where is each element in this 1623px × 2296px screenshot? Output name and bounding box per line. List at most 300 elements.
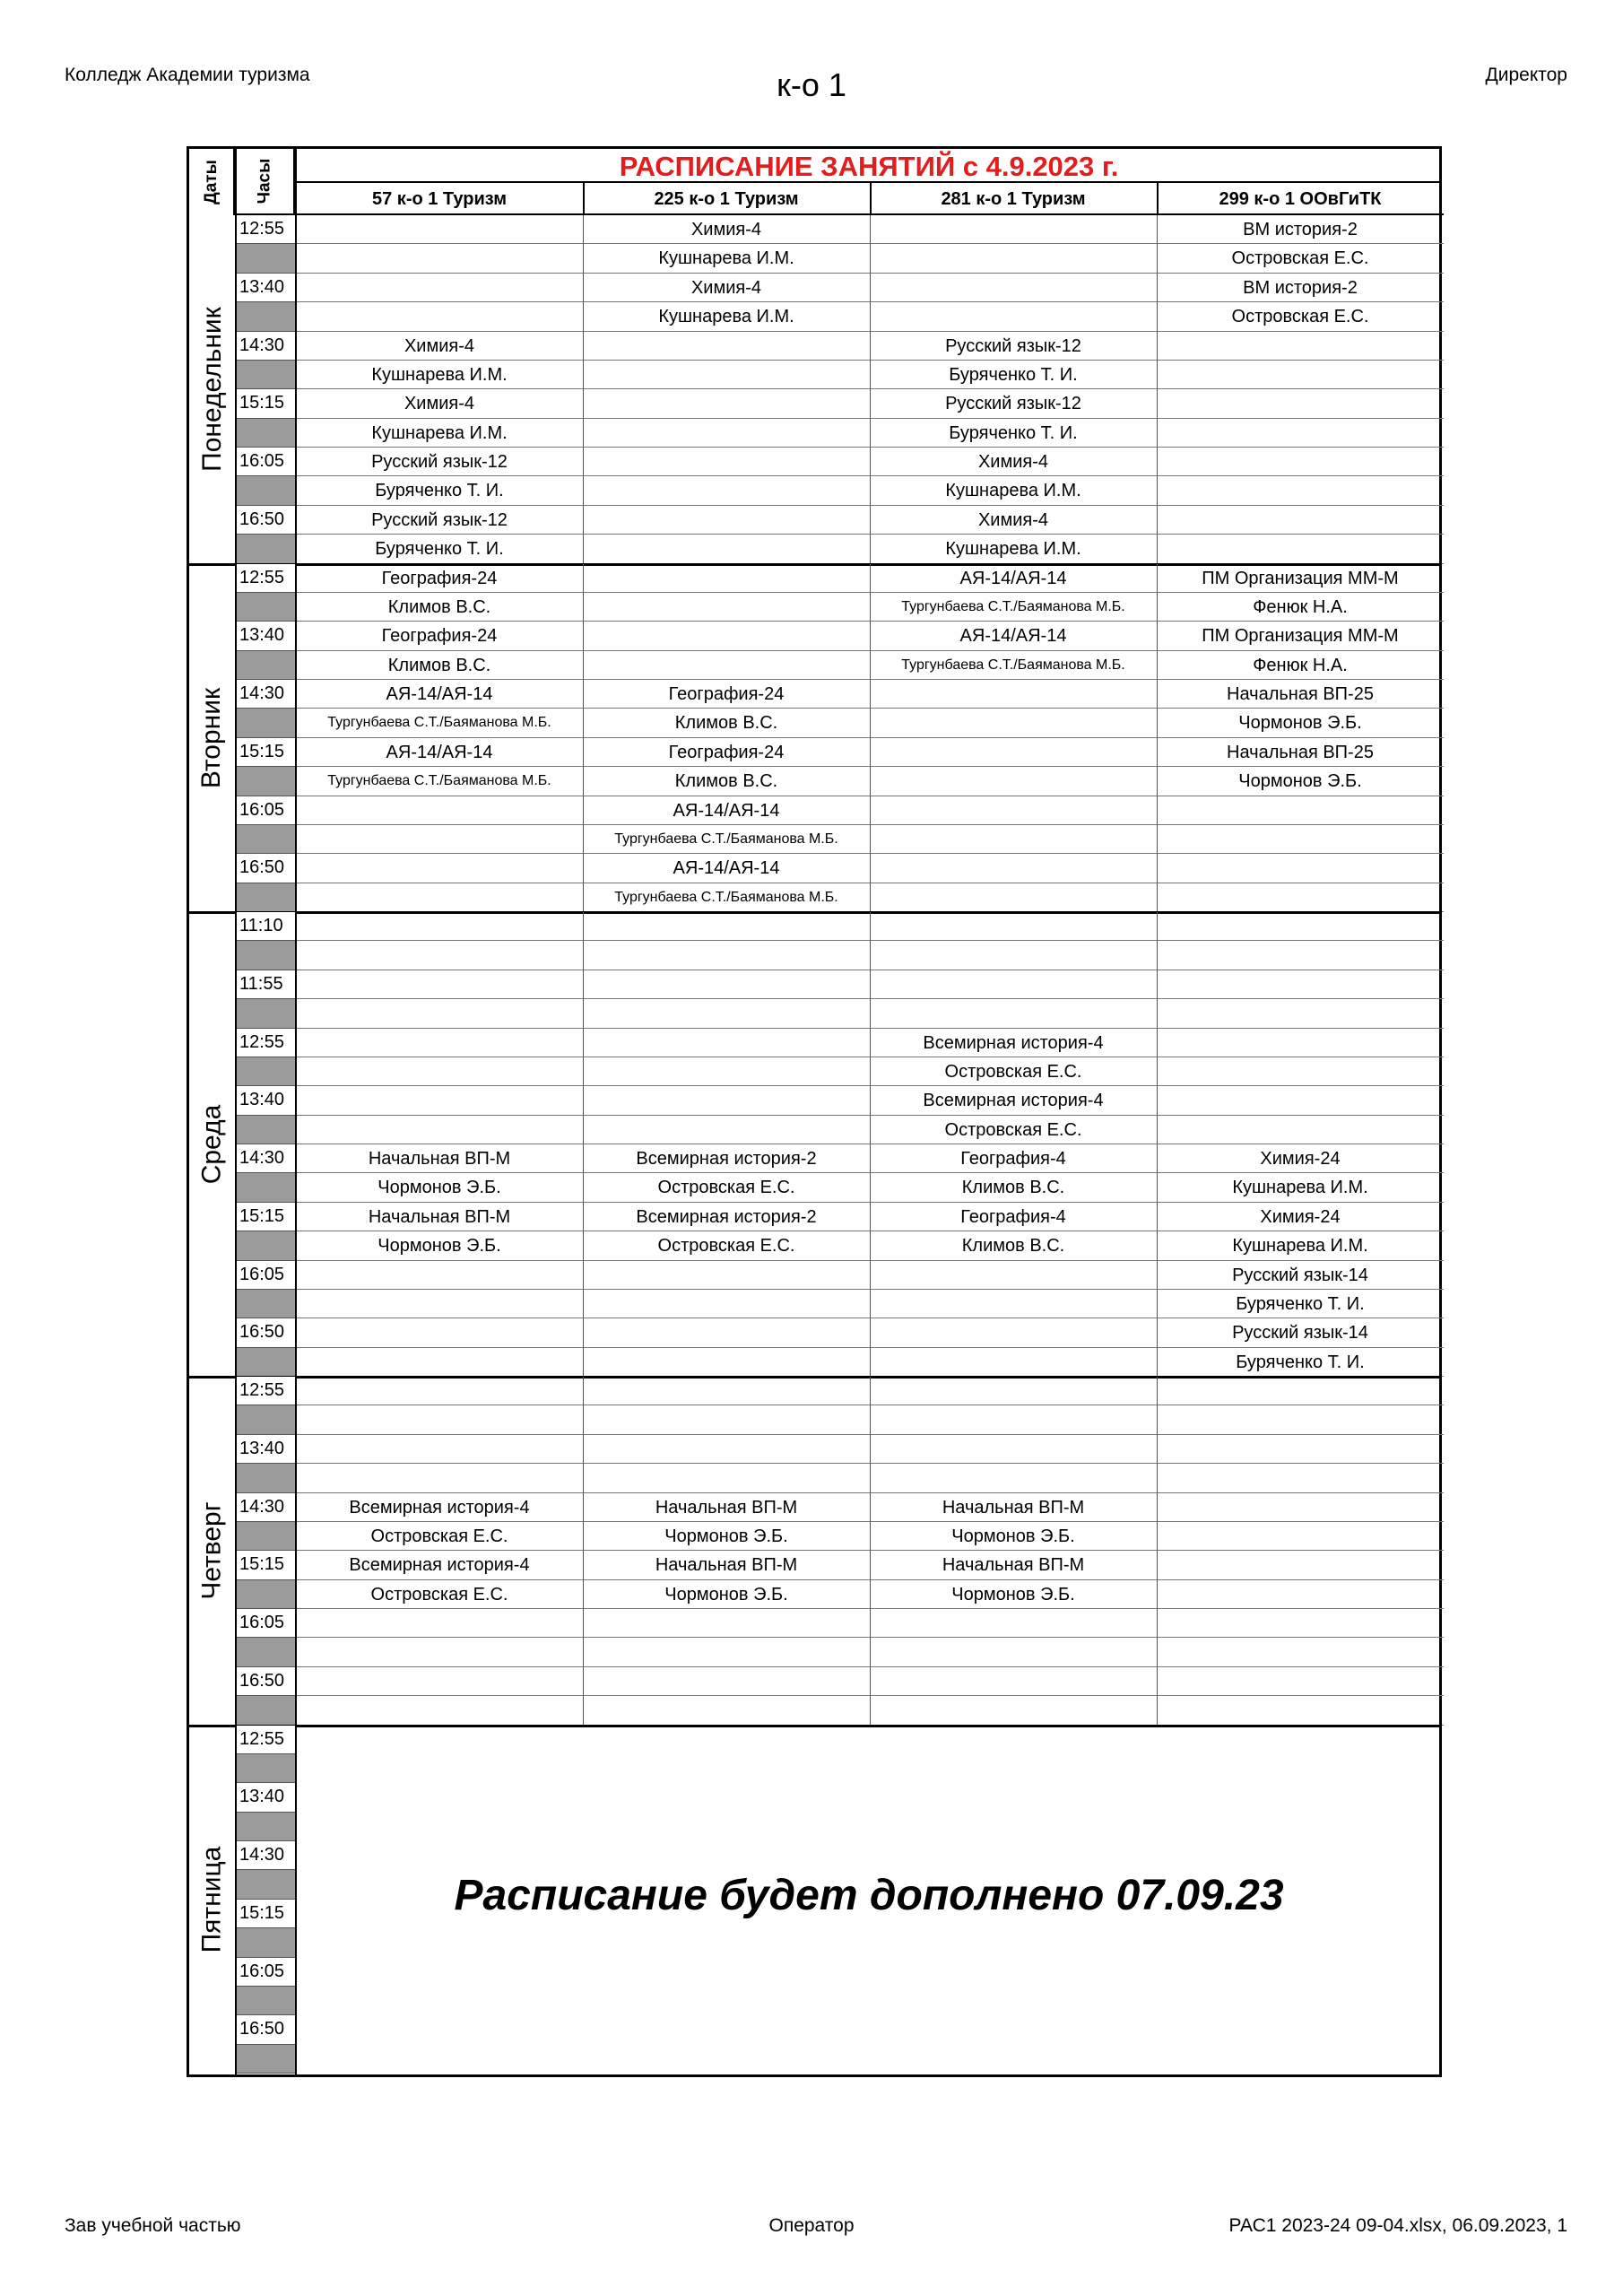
lesson-teacher: Островская Е.С. <box>1157 302 1444 331</box>
header-divider <box>1157 183 1159 215</box>
lesson-subject <box>583 564 870 593</box>
time-cell-blank <box>236 535 295 563</box>
lesson-teacher <box>296 1405 583 1434</box>
lesson-teacher <box>296 941 583 970</box>
lesson-subject <box>583 912 870 941</box>
lesson-teacher <box>583 1116 870 1144</box>
lesson-teacher <box>870 767 1157 796</box>
lesson-teacher <box>296 1290 583 1318</box>
lesson-teacher <box>870 1290 1157 1318</box>
time-cell-blank <box>236 1813 295 1841</box>
lesson-subject: ПМ Организация ММ-М <box>1157 622 1444 650</box>
lesson-subject: АЯ-14/АЯ-14 <box>296 680 583 709</box>
lesson-subject <box>870 1667 1157 1696</box>
lesson-teacher: Фенюк Н.А. <box>1157 651 1444 680</box>
lesson-subject: ВМ история-2 <box>1157 215 1444 244</box>
time-cell: 13:40 <box>236 1086 295 1115</box>
lesson-subject <box>583 332 870 361</box>
lesson-teacher: Буряченко Т. И. <box>296 476 583 505</box>
column-divider <box>583 215 584 564</box>
column-divider <box>870 1377 871 1726</box>
group-header: 57 к-о 1 Туризм <box>296 183 583 215</box>
time-cell-blank <box>236 1928 295 1957</box>
lesson-teacher <box>1157 999 1444 1028</box>
lesson-teacher: Кушнарева И.М. <box>296 361 583 389</box>
lesson-subject <box>583 448 870 476</box>
lesson-subject: Всемирная история-4 <box>870 1086 1157 1115</box>
lesson-teacher <box>1157 1522 1444 1551</box>
lesson-teacher: Климов В.С. <box>583 709 870 737</box>
time-cell: 13:40 <box>236 622 295 650</box>
column-divider <box>1157 564 1158 913</box>
lesson-subject: Химия-4 <box>583 274 870 302</box>
lesson-teacher <box>583 476 870 505</box>
lesson-subject: Химия-4 <box>870 506 1157 535</box>
lesson-teacher <box>296 999 583 1028</box>
lesson-teacher: Климов В.С. <box>870 1231 1157 1260</box>
lesson-subject: Химия-4 <box>870 448 1157 476</box>
lesson-subject: Русский язык-14 <box>1157 1318 1444 1347</box>
time-cell: 16:50 <box>236 1667 295 1696</box>
lesson-teacher: Климов В.С. <box>583 767 870 796</box>
lesson-subject <box>296 274 583 302</box>
time-cell-blank <box>236 1464 295 1492</box>
time-cell: 11:10 <box>236 912 295 941</box>
lesson-subject: Русский язык-12 <box>296 506 583 535</box>
time-cell: 16:50 <box>236 1318 295 1347</box>
lesson-subject <box>870 1377 1157 1405</box>
frame-divider <box>295 149 297 2074</box>
lesson-teacher <box>870 883 1157 912</box>
lesson-teacher <box>583 941 870 970</box>
lesson-subject <box>1157 796 1444 825</box>
lesson-subject <box>296 1086 583 1115</box>
lesson-teacher <box>583 1057 870 1086</box>
lesson-subject <box>296 1318 583 1347</box>
lesson-subject: Начальная ВП-25 <box>1157 738 1444 767</box>
lesson-teacher: Островская Е.С. <box>870 1057 1157 1086</box>
time-cell-blank <box>236 419 295 448</box>
day-divider <box>236 1725 1442 1727</box>
lesson-teacher <box>1157 419 1444 448</box>
time-cell-blank <box>236 1116 295 1144</box>
lesson-subject: Химия-4 <box>583 215 870 244</box>
frame-divider <box>235 149 237 2074</box>
lesson-teacher <box>583 1405 870 1434</box>
lesson-teacher: Островская Е.С. <box>296 1580 583 1609</box>
lesson-subject <box>870 680 1157 709</box>
lesson-subject <box>296 1029 583 1057</box>
lesson-subject <box>1157 1029 1444 1057</box>
lesson-teacher: Климов В.С. <box>296 593 583 622</box>
time-cell: 13:40 <box>236 274 295 302</box>
lesson-subject: Всемирная история-2 <box>583 1203 870 1231</box>
lesson-subject <box>296 215 583 244</box>
lesson-teacher: Буряченко Т. И. <box>870 361 1157 389</box>
time-cell-blank <box>236 883 295 912</box>
lesson-subject: Русский язык-12 <box>870 389 1157 418</box>
lesson-subject: Начальная ВП-М <box>296 1144 583 1173</box>
lesson-subject: Начальная ВП-М <box>870 1551 1157 1579</box>
time-cell: 12:55 <box>236 1377 295 1405</box>
lesson-subject <box>870 274 1157 302</box>
lesson-subject: ВМ история-2 <box>1157 274 1444 302</box>
lesson-subject <box>870 1261 1157 1290</box>
column-divider <box>870 215 871 564</box>
lesson-teacher: Чормонов Э.Б. <box>296 1173 583 1202</box>
lesson-subject <box>1157 1377 1444 1405</box>
lesson-teacher: Кушнарева И.М. <box>870 535 1157 563</box>
time-cell-blank <box>236 999 295 1028</box>
class-code: к-о 1 <box>777 66 846 103</box>
time-cell-blank <box>236 1173 295 1202</box>
group-header: 281 к-о 1 Туризм <box>870 183 1157 215</box>
lesson-teacher <box>583 1290 870 1318</box>
column-divider <box>1157 215 1158 564</box>
lesson-teacher <box>870 941 1157 970</box>
lesson-subject <box>583 1318 870 1347</box>
lesson-subject <box>1157 1667 1444 1696</box>
director-label: Директор <box>1485 65 1567 85</box>
column-divider <box>870 912 871 1377</box>
lesson-subject <box>1157 1609 1444 1638</box>
lesson-teacher <box>296 302 583 331</box>
head-of-studies-label: Зав учебной частью <box>65 2215 241 2236</box>
time-cell-blank <box>236 1638 295 1666</box>
lesson-teacher: Тургунбаева С.Т./Баяманова М.Б. <box>583 883 870 912</box>
time-cell: 15:15 <box>236 1900 295 1928</box>
lesson-teacher: Тургунбаева С.Т./Баяманова М.Б. <box>870 651 1157 680</box>
lesson-teacher <box>296 1348 583 1377</box>
lesson-teacher <box>1157 1696 1444 1725</box>
time-cell-blank <box>236 1580 295 1609</box>
lesson-teacher <box>296 1464 583 1492</box>
lesson-subject <box>1157 854 1444 883</box>
lesson-teacher <box>296 1116 583 1144</box>
time-cell: 12:55 <box>236 1726 295 1754</box>
lesson-subject <box>583 389 870 418</box>
lesson-teacher: Чормонов Э.Б. <box>870 1580 1157 1609</box>
lesson-teacher <box>1157 361 1444 389</box>
lesson-teacher <box>1157 1405 1444 1434</box>
lesson-subject: География-4 <box>870 1203 1157 1231</box>
lesson-teacher <box>1157 883 1444 912</box>
column-divider <box>1157 912 1158 1377</box>
time-cell: 15:15 <box>236 1551 295 1579</box>
lesson-subject <box>583 1261 870 1290</box>
lesson-subject <box>1157 1086 1444 1115</box>
lesson-subject <box>870 1609 1157 1638</box>
time-cell-blank <box>236 302 295 331</box>
lesson-teacher: Островская Е.С. <box>870 1116 1157 1144</box>
lesson-subject: Начальная ВП-М <box>583 1551 870 1579</box>
time-cell: 12:55 <box>236 215 295 244</box>
lesson-teacher: Тургунбаева С.Т./Баяманова М.Б. <box>296 767 583 796</box>
lesson-teacher: Кушнарева И.М. <box>296 419 583 448</box>
lesson-teacher <box>870 1464 1157 1492</box>
lesson-subject: Русский язык-12 <box>296 448 583 476</box>
lesson-teacher <box>296 244 583 273</box>
lesson-subject <box>870 738 1157 767</box>
time-cell-blank <box>236 1754 295 1783</box>
group-header: 299 к-о 1 ООвГиТК <box>1157 183 1444 215</box>
lesson-subject: АЯ-14/АЯ-14 <box>870 564 1157 593</box>
lesson-subject <box>296 796 583 825</box>
lesson-subject: География-24 <box>296 564 583 593</box>
lesson-subject <box>583 1086 870 1115</box>
lesson-teacher <box>870 999 1157 1028</box>
lesson-subject <box>870 854 1157 883</box>
time-cell: 14:30 <box>236 1144 295 1173</box>
time-cell: 16:50 <box>236 506 295 535</box>
hours-header: Часы <box>236 149 295 215</box>
lesson-teacher <box>583 1696 870 1725</box>
lesson-teacher: Фенюк Н.А. <box>1157 593 1444 622</box>
header-divider <box>583 183 585 215</box>
column-divider <box>583 912 584 1377</box>
lesson-teacher <box>296 883 583 912</box>
college-name: Колледж Академии туризма <box>65 65 310 85</box>
lesson-teacher <box>296 1638 583 1666</box>
time-cell-blank <box>236 1057 295 1086</box>
lesson-subject <box>870 970 1157 999</box>
lesson-subject <box>296 1435 583 1464</box>
lesson-subject <box>1157 506 1444 535</box>
lesson-subject: Начальная ВП-М <box>583 1493 870 1522</box>
lesson-teacher <box>583 999 870 1028</box>
lesson-subject: География-4 <box>870 1144 1157 1173</box>
time-cell-blank <box>236 651 295 680</box>
time-cell: 16:05 <box>236 1261 295 1290</box>
time-cell: 16:05 <box>236 448 295 476</box>
time-cell-blank <box>236 476 295 505</box>
time-cell: 15:15 <box>236 738 295 767</box>
header-divider <box>870 183 872 215</box>
time-cell: 13:40 <box>236 1783 295 1812</box>
lesson-teacher <box>870 244 1157 273</box>
lesson-subject <box>583 1667 870 1696</box>
column-divider <box>583 1377 584 1726</box>
time-cell-blank <box>236 709 295 737</box>
lesson-teacher <box>583 361 870 389</box>
time-cell: 16:05 <box>236 796 295 825</box>
time-cell: 11:55 <box>236 970 295 999</box>
lesson-teacher: Буряченко Т. И. <box>296 535 583 563</box>
lesson-teacher: Чормонов Э.Б. <box>296 1231 583 1260</box>
time-cell: 14:30 <box>236 680 295 709</box>
lesson-subject: География-24 <box>583 738 870 767</box>
lesson-subject: Начальная ВП-М <box>870 1493 1157 1522</box>
lesson-teacher: Чормонов Э.Б. <box>583 1522 870 1551</box>
lesson-teacher <box>296 1057 583 1086</box>
lesson-teacher <box>1157 1638 1444 1666</box>
lesson-subject: Всемирная история-2 <box>583 1144 870 1173</box>
lesson-subject: ПМ Организация ММ-М <box>1157 564 1444 593</box>
lesson-teacher <box>1157 535 1444 563</box>
lesson-teacher: Буряченко Т. И. <box>870 419 1157 448</box>
time-cell-blank <box>236 1870 295 1899</box>
lesson-subject: АЯ-14/АЯ-14 <box>583 854 870 883</box>
lesson-teacher <box>1157 825 1444 854</box>
file-info: РАС1 2023-24 09-04.xlsx, 06.09.2023, 1 <box>1228 2215 1567 2236</box>
lesson-subject: Всемирная история-4 <box>296 1493 583 1522</box>
day-label: Понедельник <box>196 307 227 473</box>
time-cell-blank <box>236 1696 295 1725</box>
group-header: 225 к-о 1 Туризм <box>583 183 870 215</box>
dates-header: Даты <box>189 149 235 215</box>
lesson-teacher: Тургунбаева С.Т./Баяманова М.Б. <box>296 709 583 737</box>
lesson-subject: География-24 <box>583 680 870 709</box>
lesson-subject <box>1157 389 1444 418</box>
column-divider <box>870 564 871 913</box>
lesson-subject: Всемирная история-4 <box>296 1551 583 1579</box>
operator-label: Оператор <box>768 2215 855 2236</box>
lesson-teacher <box>870 1696 1157 1725</box>
lesson-teacher: Кушнарева И.М. <box>1157 1231 1444 1260</box>
lesson-teacher <box>583 535 870 563</box>
time-cell: 16:50 <box>236 854 295 883</box>
lesson-subject <box>870 215 1157 244</box>
day-label: Пятница <box>196 1846 227 1953</box>
lesson-subject: Химия-24 <box>1157 1144 1444 1173</box>
time-cell: 12:55 <box>236 1029 295 1057</box>
lesson-teacher <box>870 709 1157 737</box>
lesson-teacher <box>870 302 1157 331</box>
time-cell: 12:55 <box>236 564 295 593</box>
lesson-teacher: Тургунбаева С.Т./Баяманова М.Б. <box>583 825 870 854</box>
lesson-teacher: Кушнарева И.М. <box>1157 1173 1444 1202</box>
time-cell-blank <box>236 1348 295 1377</box>
lesson-subject <box>870 912 1157 941</box>
lesson-teacher <box>583 651 870 680</box>
lesson-teacher <box>870 1638 1157 1666</box>
day-label: Среда <box>196 1104 227 1185</box>
time-cell-blank <box>236 1522 295 1551</box>
day-label: Четверг <box>196 1501 227 1600</box>
column-divider <box>583 564 584 913</box>
lesson-teacher <box>870 825 1157 854</box>
lesson-teacher: Чормонов Э.Б. <box>870 1522 1157 1551</box>
lesson-subject: География-24 <box>296 622 583 650</box>
lesson-teacher: Чормонов Э.Б. <box>583 1580 870 1609</box>
lesson-teacher: Чормонов Э.Б. <box>1157 767 1444 796</box>
day-label: Вторник <box>196 687 227 788</box>
lesson-subject <box>1157 448 1444 476</box>
column-divider <box>1157 1377 1158 1726</box>
time-cell: 13:40 <box>236 1435 295 1464</box>
time-cell-blank <box>236 941 295 970</box>
lesson-subject <box>583 1609 870 1638</box>
lesson-subject <box>870 796 1157 825</box>
lesson-teacher <box>583 1638 870 1666</box>
time-cell-blank <box>236 593 295 622</box>
time-cell: 16:50 <box>236 2015 295 2044</box>
lesson-subject <box>1157 1435 1444 1464</box>
lesson-subject: Химия-4 <box>296 332 583 361</box>
lesson-subject <box>583 506 870 535</box>
lesson-subject <box>296 912 583 941</box>
lesson-subject: Всемирная история-4 <box>870 1029 1157 1057</box>
lesson-teacher <box>583 419 870 448</box>
time-cell: 14:30 <box>236 1493 295 1522</box>
lesson-teacher <box>296 1696 583 1725</box>
time-cell-blank <box>236 767 295 796</box>
lesson-teacher <box>583 1464 870 1492</box>
lesson-teacher <box>1157 1116 1444 1144</box>
lesson-subject: Начальная ВП-25 <box>1157 680 1444 709</box>
lesson-subject <box>1157 1551 1444 1579</box>
lesson-subject: Русский язык-12 <box>870 332 1157 361</box>
friday-note: Расписание будет дополнено 07.09.23 <box>454 1871 1284 1919</box>
lesson-subject <box>870 1318 1157 1347</box>
time-cell-blank <box>236 2045 295 2074</box>
lesson-subject <box>1157 912 1444 941</box>
lesson-subject <box>583 1029 870 1057</box>
lesson-teacher <box>583 1348 870 1377</box>
time-cell-blank <box>236 244 295 273</box>
lesson-subject: АЯ-14/АЯ-14 <box>296 738 583 767</box>
time-cell: 16:05 <box>236 1958 295 1987</box>
lesson-subject: АЯ-14/АЯ-14 <box>870 622 1157 650</box>
time-cell-blank <box>236 1405 295 1434</box>
lesson-teacher: Островская Е.С. <box>296 1522 583 1551</box>
lesson-teacher <box>1157 476 1444 505</box>
lesson-subject: Начальная ВП-М <box>296 1203 583 1231</box>
lesson-subject <box>583 622 870 650</box>
lesson-subject <box>296 1377 583 1405</box>
lesson-teacher <box>583 593 870 622</box>
lesson-subject <box>870 1435 1157 1464</box>
time-cell: 14:30 <box>236 1841 295 1870</box>
time-cell: 14:30 <box>236 332 295 361</box>
lesson-subject: Русский язык-14 <box>1157 1261 1444 1290</box>
lesson-teacher: Климов В.С. <box>296 651 583 680</box>
lesson-subject <box>296 1261 583 1290</box>
lesson-subject <box>296 1667 583 1696</box>
time-cell-blank <box>236 361 295 389</box>
lesson-teacher: Климов В.С. <box>870 1173 1157 1202</box>
time-cell-blank <box>236 1231 295 1260</box>
lesson-teacher: Кушнарева И.М. <box>870 476 1157 505</box>
lesson-teacher <box>1157 941 1444 970</box>
lesson-subject <box>1157 332 1444 361</box>
lesson-teacher: Кушнарева И.М. <box>583 244 870 273</box>
time-cell: 15:15 <box>236 389 295 418</box>
lesson-teacher <box>1157 1464 1444 1492</box>
lesson-subject: АЯ-14/АЯ-14 <box>583 796 870 825</box>
lesson-subject <box>296 970 583 999</box>
lesson-subject <box>1157 970 1444 999</box>
lesson-teacher: Островская Е.С. <box>583 1231 870 1260</box>
lesson-teacher: Буряченко Т. И. <box>1157 1290 1444 1318</box>
lesson-subject <box>583 970 870 999</box>
lesson-subject <box>583 1435 870 1464</box>
lesson-teacher <box>1157 1057 1444 1086</box>
lesson-teacher: Островская Е.С. <box>1157 244 1444 273</box>
lesson-teacher: Островская Е.С. <box>583 1173 870 1202</box>
lesson-subject <box>296 854 583 883</box>
time-cell-blank <box>236 825 295 854</box>
lesson-subject <box>583 1377 870 1405</box>
time-cell-blank <box>236 1987 295 2015</box>
lesson-teacher <box>870 1348 1157 1377</box>
lesson-subject <box>296 1609 583 1638</box>
lesson-subject: Химия-4 <box>296 389 583 418</box>
lesson-subject <box>1157 1493 1444 1522</box>
schedule-title: РАСПИСАНИЕ ЗАНЯТИЙ с 4.9.2023 г. <box>296 149 1442 183</box>
time-cell-blank <box>236 1290 295 1318</box>
lesson-teacher: Кушнарева И.М. <box>583 302 870 331</box>
